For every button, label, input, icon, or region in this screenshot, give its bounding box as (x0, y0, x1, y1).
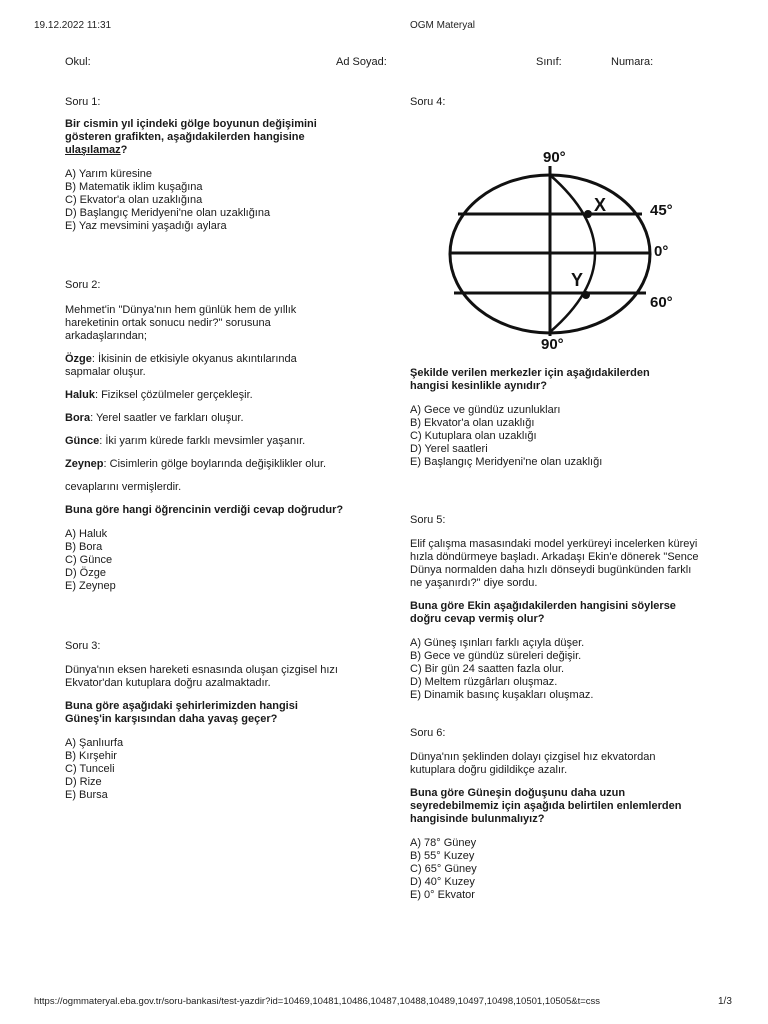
north-pole-label: 90° (543, 149, 566, 166)
question-1-title: Soru 1: (65, 96, 101, 108)
question-3-options (65, 737, 365, 802)
globe-latitude-diagram (440, 140, 690, 355)
option-a[interactable]: A) 78° Güney (410, 837, 477, 849)
question-3-text: Buna göre aşağıdaki şehirlerimizden hangisi Güneş'in karşısından daha yavaş geçer? (65, 700, 298, 725)
option-a[interactable]: A) Yarım küresine (65, 168, 153, 180)
question-4-text: Şekilde verilen merkezler için aşağıdakilerden hangisi kesinlikle aynıdır? (410, 367, 650, 392)
question-6-text: Buna göre Güneşin doğuşunu daha uzun seyredebilmemiz için aşağıda belirtilen enlemlerden hangisinde bulunmalıyız? (410, 787, 682, 825)
school-field-label: Okul: (65, 56, 91, 68)
point-y-label: Y (571, 270, 584, 290)
question-4-body (410, 367, 710, 469)
statement-text: : İki yarım kürede farklı mevsimler yaşanır. (99, 435, 306, 447)
option-d[interactable]: D) Özge (65, 567, 106, 579)
option-e[interactable]: E) Zeynep (65, 580, 116, 592)
statement-text: : Cisimlerin gölge boylarında değişiklikler olur. (103, 458, 327, 470)
option-e[interactable]: E) Dinamik basınç kuşakları oluşmaz. (410, 689, 594, 701)
statement-text: : Fiziksel çözülmeler gerçekleşir. (94, 389, 253, 401)
option-a[interactable]: A) Haluk (65, 528, 108, 540)
statement-text: : Yerel saatler ve farkları oluşur. (90, 412, 244, 424)
option-c[interactable]: C) Tunceli (65, 763, 115, 775)
source-url[interactable]: https://ogmmateryal.eba.gov.tr/soru-bankasi/test-yazdir?id=10469,10481,10486,10487,10488,10489,10497,10498,10501,10505&t=css (34, 996, 601, 1007)
option-d[interactable]: D) Rize (65, 776, 102, 788)
statement-haluk (65, 389, 365, 402)
point-x-marker (584, 210, 592, 218)
statement-name: Özge (65, 353, 92, 365)
option-d[interactable]: D) Başlangıç Meridyeni'ne olan uzaklığına (65, 207, 271, 219)
latitude-45-label: 45° (650, 202, 673, 219)
statement-name: Günce (65, 435, 100, 447)
question-3 (65, 640, 365, 802)
option-b[interactable]: B) Gece ve gündüz süreleri değişir. (410, 650, 582, 662)
question-2-options (65, 528, 365, 593)
question-1-options (65, 168, 365, 233)
statement-zeynep (65, 458, 365, 471)
question-2 (65, 279, 365, 593)
option-c[interactable]: C) Bir gün 24 saatten fazla olur. (410, 663, 565, 675)
option-e[interactable]: E) Bursa (65, 789, 108, 801)
statement-name: Haluk (65, 389, 95, 401)
print-datetime: 19.12.2022 11:31 (34, 20, 112, 31)
south-pole-label: 90° (541, 336, 564, 353)
question-5-text: Buna göre Ekin aşağıdakilerden hangisini söylerse doğru cevap vermiş olur? (410, 600, 676, 625)
question-1-text (65, 118, 335, 157)
statement-gunce (65, 435, 365, 448)
question-5-title: Soru 5: (410, 514, 446, 526)
option-d[interactable]: D) Meltem rüzgârları oluşmaz. (410, 676, 558, 688)
statement-name: Zeynep (65, 458, 104, 470)
option-d[interactable]: D) Yerel saatleri (410, 443, 488, 455)
latitude-0-label: 0° (654, 243, 669, 260)
option-c[interactable]: C) Günce (65, 554, 113, 566)
question-1 (65, 96, 365, 233)
question-3-intro: Dünya'nın eksen hareketi esnasında oluşan çizgisel hızı Ekvator'dan kutuplara doğru azalmaktadır. (65, 664, 338, 689)
option-b[interactable]: B) Kırşehir (65, 750, 117, 762)
question-4-options (410, 404, 710, 469)
page-number: 1/3 (718, 996, 732, 1007)
option-c[interactable]: C) Kutuplara olan uzaklığı (410, 430, 537, 442)
option-b[interactable]: B) 55° Kuzey (410, 850, 475, 862)
question-4 (410, 96, 710, 109)
site-title: OGM Materyal (410, 20, 476, 31)
statement-name: Bora (65, 412, 91, 424)
option-e[interactable]: E) Başlangıç Meridyeni'ne olan uzaklığı (410, 456, 603, 468)
question-1-text-end: ? (120, 144, 128, 156)
question-2-text: Buna göre hangi öğrencinin verdiği cevap doğrudur? (65, 504, 344, 516)
question-6-intro: Dünya'nın şeklinden dolayı çizgisel hız ekvatordan kutuplara doğru gidildikçe azalır. (410, 751, 656, 776)
number-field-label: Numara: (611, 56, 654, 68)
question-4-title: Soru 4: (410, 96, 446, 108)
question-2-outro: cevaplarını vermişlerdir. (65, 481, 182, 493)
question-2-title: Soru 2: (65, 279, 101, 291)
option-a[interactable]: A) Gece ve gündüz uzunlukları (410, 404, 561, 416)
question-5-options (410, 637, 710, 702)
option-c[interactable]: C) 65° Güney (410, 863, 477, 875)
question-6-options (410, 837, 710, 902)
name-field-label: Ad Soyad: (336, 56, 387, 68)
option-c[interactable]: C) Ekvator'a olan uzaklığına (65, 194, 203, 206)
option-d[interactable]: D) 40° Kuzey (410, 876, 475, 888)
class-field-label: Sınıf: (536, 56, 562, 68)
option-a[interactable]: A) Güneş ışınları farklı açıyla düşer. (410, 637, 585, 649)
question-6-title: Soru 6: (410, 727, 446, 739)
option-b[interactable]: B) Matematik iklim kuşağına (65, 181, 203, 193)
option-a[interactable]: A) Şanlıurfa (65, 737, 124, 749)
point-x-label: X (594, 195, 607, 215)
question-1-text-underlined: ulaşılamaz (65, 144, 121, 156)
option-b[interactable]: B) Ekvator'a olan uzaklığı (410, 417, 535, 429)
question-1-text-main: Bir cismin yıl içindeki gölge boyunun değişimini gösteren grafikten, aşağıdakilerden hangisine (65, 118, 317, 143)
option-e[interactable]: E) Yaz mevsimini yaşadığı aylara (65, 220, 227, 232)
statement-ozge (65, 353, 325, 379)
question-3-title: Soru 3: (65, 640, 101, 652)
option-e[interactable]: E) 0° Ekvator (410, 889, 475, 901)
question-2-intro: Mehmet'in "Dünya'nın hem günlük hem de yıllık hareketinin ortak sonucu nedir?" sorusuna arkadaşlarından; (65, 304, 297, 342)
question-5 (410, 514, 710, 702)
option-b[interactable]: B) Bora (65, 541, 103, 553)
latitude-60-label: 60° (650, 294, 673, 311)
question-5-intro: Elif çalışma masasındaki model yerküreyi incelerken küreyi hızla döndürmeye başladı. Arkadaşı Ekin'e dönerek "Sence Dünya normalden daha hızlı dönseydi bugünkünden farklı ne yaşanırdı?" diye sordu. (410, 538, 699, 589)
question-6 (410, 727, 710, 902)
statement-bora (65, 412, 365, 425)
point-y-marker (582, 291, 590, 299)
statement-text: : İkisinin de etkisiyle okyanus akıntılarında sapmalar oluşur. (65, 353, 297, 378)
